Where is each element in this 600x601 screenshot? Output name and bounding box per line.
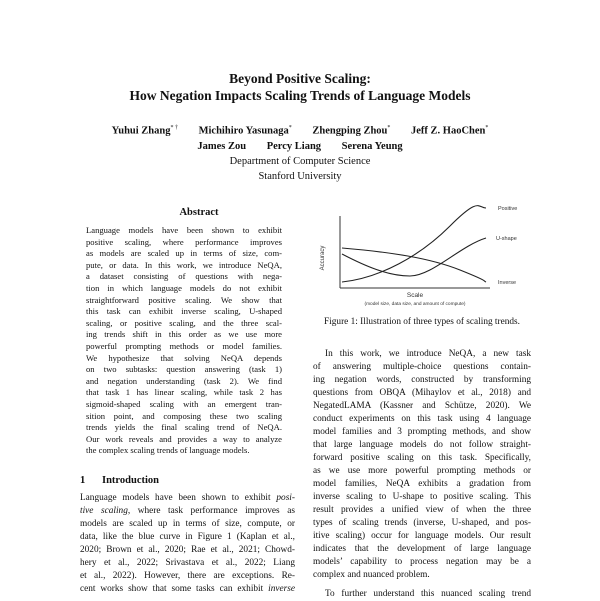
figure-1	[310, 196, 536, 308]
intro-line-text: data, like the blue curve in Figure 1 (Kaplan et al.,	[80, 532, 295, 542]
intro-line-text: hery et al., 2022; Srivastava et al., 2022; Liang	[80, 558, 295, 568]
intro-line: conduct experiments on this task using 4 language	[313, 414, 531, 424]
section-number: 1	[80, 475, 86, 486]
intro-line-text: Language models have been shown to exhibit	[80, 493, 277, 503]
positive-label: Positive	[498, 206, 518, 212]
abstract-line: as models are scaled up in terms of size, com-	[86, 248, 282, 259]
intro-line: model families and 3 prompting methods, and show	[313, 427, 531, 437]
abstract-line: that task 1 has linear scaling, while task 2 has	[86, 387, 282, 398]
intro-line-text: , where task performance improves as	[127, 506, 295, 516]
intro-line: of answering multiple-choice questions contain-	[313, 362, 531, 372]
intro-right-column	[313, 348, 531, 601]
intro-line: result provides a unified view of when the three	[313, 505, 531, 515]
abstract-body	[86, 225, 282, 457]
abstract-line: pute, or data. In this work, we introduce NeQA,	[86, 259, 282, 270]
abstract-line: on two subtasks: question answering (task 1)	[86, 364, 282, 375]
intro-line	[80, 544, 295, 557]
figure-xsublabel: (model size, data size, and amount of compute)	[364, 302, 466, 307]
author-mark: *	[485, 125, 489, 131]
intro-line-text: models are scaled up in terms of size, compute, or	[80, 519, 295, 529]
affiliation: Department of Computer Science	[229, 155, 371, 167]
abstract-line: straightforward positive scaling. We show that	[86, 294, 282, 305]
intro-line: NegatedLAMA (Kassner and Schütze, 2020). We	[313, 401, 531, 411]
section-title: Introduction	[102, 475, 159, 486]
paper-title	[0, 70, 600, 104]
intro-line: types of scaling trends (inverse, U-shaped, and pos-	[313, 518, 531, 528]
author-mark: *	[288, 125, 292, 131]
author-line-1	[0, 121, 600, 139]
abstract-line: Our work reveals and provides a way to analyze	[86, 433, 282, 444]
section-heading	[80, 475, 159, 486]
author-mark: *	[387, 125, 391, 131]
intro-line	[80, 570, 295, 583]
abstract-line: the complex scaling trends of language models.	[86, 445, 250, 456]
abstract-line: positive scaling, where performance improves	[86, 236, 282, 247]
intro-line-text: inverse	[268, 584, 295, 594]
intro-line: questions from OBQA (Mihaylov et al., 2018) and	[313, 388, 531, 398]
abstract-line: sigmoid-shaped scaling with an emergent tran-	[86, 398, 282, 409]
abstract-line: scaling, or positive scaling, and the three scal-	[86, 317, 282, 328]
intro-line: as we use more powerful prompting methods or	[313, 466, 531, 476]
abstract-line: this task can exhibit inverse scaling, U-shaped	[86, 306, 282, 317]
abstract-line: and negation understanding (task 2). We find	[86, 375, 282, 386]
abstract-line: sition point, and composing these two scaling	[86, 410, 282, 421]
author-name: Yuhui Zhang	[111, 125, 171, 137]
intro-line	[80, 583, 295, 596]
intro-line: forward positive scaling on this task. Specifically,	[313, 453, 531, 463]
intro-line-text: et al., 2022). However, there are exceptions. Re-	[80, 571, 295, 581]
intro-line: model families, NeQA exhibits a gradation from	[313, 479, 531, 489]
intro-line: To further understand this nuanced scaling trend	[325, 589, 531, 599]
intro-line-text: tive scaling	[80, 506, 128, 516]
intro-line	[80, 518, 295, 531]
intro-line-text: posi-	[276, 493, 295, 503]
intro-line: itive scaling) occur for language models. Our result	[313, 531, 531, 541]
intro-line: indicates that the development of large language	[313, 544, 531, 554]
abstract-line: Language models have been shown to exhibit	[86, 225, 282, 235]
intro-line: inverse scaling to U-shape to positive scaling. This	[313, 492, 531, 502]
figure-ylabel: Accuracy	[320, 245, 326, 271]
author-line-2	[0, 139, 600, 154]
intro-line	[80, 557, 295, 570]
intro-line-text: cent works show that some tasks can exhibit	[80, 584, 269, 594]
author-name: Zhengping Zhou	[312, 125, 388, 137]
author-mark: * †	[170, 125, 178, 131]
abstract-line: tion in which language models do not exhibit	[86, 282, 282, 293]
figure-xlabel: Scale	[406, 292, 424, 299]
intro-line: that large language models do not follow straight-	[313, 440, 531, 450]
author-name: Michihiro Yasunaga	[198, 125, 289, 137]
intro-line: complex and nuanced problem.	[313, 570, 430, 580]
abstract-line: ing trends shift in this order as we use more	[86, 329, 282, 340]
ushape-label: U-shape	[496, 236, 517, 242]
intro-line: In this work, we introduce NeQA, a new task	[325, 349, 531, 359]
abstract-heading: Abstract	[179, 207, 219, 218]
intro-left-column	[80, 492, 295, 596]
title-line-2: How Negation Impacts Scaling Trends of Language Models	[129, 88, 471, 103]
author-name: James Zou	[197, 140, 247, 152]
abstract-line: a dataset consisting of questions with nega-	[86, 271, 282, 282]
intro-line	[80, 492, 295, 505]
author-name: Jeff Z. HaoChen	[411, 125, 486, 137]
intro-line	[80, 531, 295, 544]
figure-caption: Figure 1: Illustration of three types of scaling trends.	[324, 317, 520, 327]
intro-line: ing negation words, constructed by transforming	[313, 375, 531, 385]
author-name: Percy Liang	[266, 140, 322, 152]
title-line-1: Beyond Positive Scaling:	[229, 71, 371, 86]
intro-line-text: 2020; Brown et al., 2020; Rae et al., 2021; Chowd-	[80, 545, 295, 555]
intro-line: models’ capability to process negation may be a	[313, 557, 531, 567]
intro-line	[80, 505, 295, 518]
inverse-label: Inverse	[498, 280, 517, 286]
positive-curve	[342, 206, 486, 282]
university: Stanford University	[258, 170, 342, 182]
author-block	[0, 121, 600, 184]
abstract-line: trends yields the final scaling trend of NeQA.	[86, 422, 282, 433]
author-name: Serena Yeung	[341, 140, 403, 152]
abstract-line: powerful prompting methods or model families.	[86, 340, 282, 351]
abstract-line: We hypothesize that solving NeQA depends	[86, 352, 282, 363]
